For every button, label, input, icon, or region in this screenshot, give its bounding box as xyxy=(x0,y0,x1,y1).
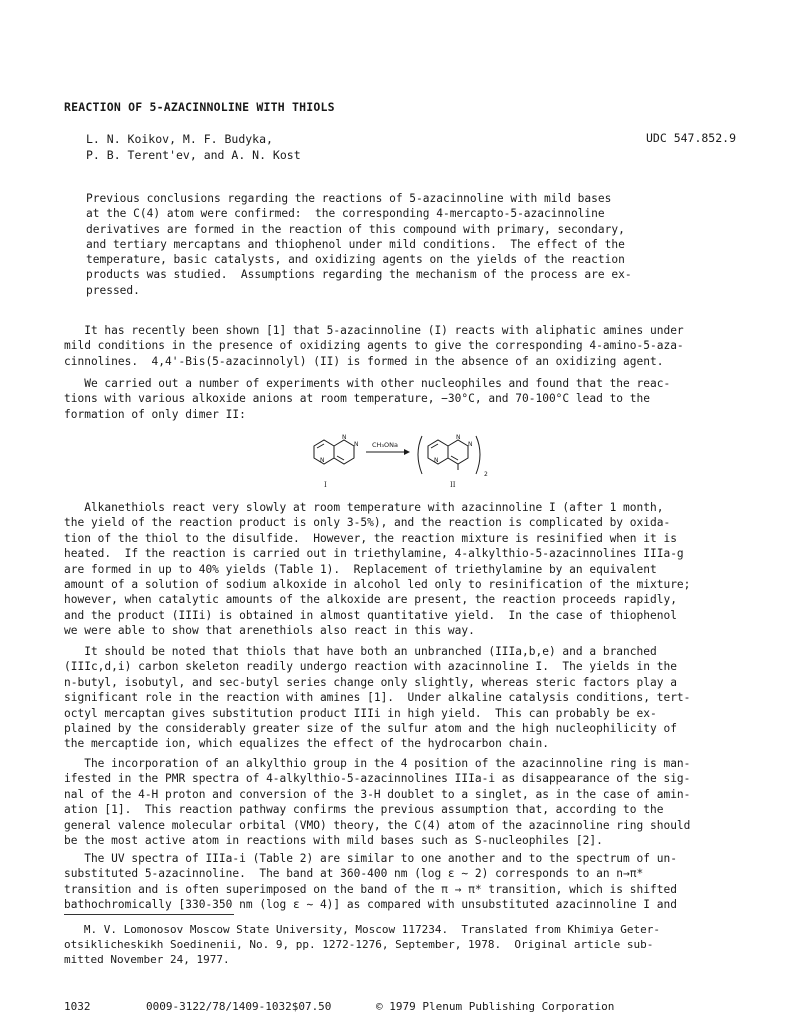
body-line: We carried out a number of experiments with other nucleophiles and found that the reac- xyxy=(64,377,671,390)
abstract-line: products was studied. Assumptions regarding the mechanism of the process are ex- xyxy=(86,268,632,282)
body-line: ation [1]. This reaction pathway confirms the previous assumption that, according to the xyxy=(64,803,664,817)
body-line: the yield of the reaction product is only 3-5%), and the reaction is complicated by oxida- xyxy=(64,516,671,530)
body-line: Alkanethiols react very slowly at room temperature with azacinnoline I (after 1 month, xyxy=(64,501,664,514)
body-line: transition and is often superimposed on the band of the π → π* transition, which is shifted xyxy=(64,882,677,896)
compound-label-i: I xyxy=(324,481,327,489)
copyright-notice: © 1979 Plenum Publishing Corporation xyxy=(376,1000,615,1013)
footnote-divider xyxy=(64,914,234,915)
footnote-line: M. V. Lomonosov Moscow State University, Moscow 117234. Translated from Khimiya Geter- xyxy=(64,923,661,936)
body-line: tions with various alkoxide anions at room temperature, −30°C, and 70-100°C lead to the xyxy=(64,392,650,406)
article-code: 0009-3122/78/1409-1032$07.50 xyxy=(146,1000,332,1013)
abstract-line: derivatives are formed in the reaction of this compound with primary, secondary, xyxy=(86,222,625,236)
body-line: cinnolines. 4,4'-Bis(5-azacinnolyl) (II) is formed in the absence of an oxidizing agent. xyxy=(64,354,664,368)
body-line: amount of a solution of sodium alkoxide in alcohol led only to resinification of the mixture; xyxy=(64,578,691,592)
right-paren xyxy=(476,436,480,474)
body-line: The incorporation of an alkylthio group in the 4 position of the azacinnoline ring is man- xyxy=(64,757,691,770)
atom-n: N xyxy=(320,457,325,464)
left-paren xyxy=(418,436,422,474)
author-line: P. B. Terent'ev, and A. N. Kost xyxy=(86,148,301,162)
atom-n: N xyxy=(342,434,347,441)
abstract xyxy=(86,191,726,298)
arrowhead-icon xyxy=(404,449,410,455)
body-line: nal of the 4-H proton and conversion of the 3-H doublet to a singlet, as in the case of amin- xyxy=(64,787,691,801)
abstract-line: temperature, basic catalysts, and oxidizing agents on the yields of the reaction xyxy=(86,253,625,267)
body-line: general valence molecular orbital (VMO) theory, the C(4) atom of the azacinnoline ring should xyxy=(64,818,691,832)
udc-code: UDC 547.852.9 xyxy=(646,131,737,145)
abstract-line: and tertiary mercaptans and thiophenol under mild conditions. The effect of the xyxy=(86,237,625,251)
body-line: The UV spectra of IIIa-i (Table 2) are similar to one another and to the spectrum of un- xyxy=(64,852,677,865)
body-line: n-butyl, isobutyl, and sec-butyl series change only slightly, whereas steric factors play a xyxy=(64,675,677,689)
abstract-line: Previous conclusions regarding the reactions of 5-azacinnoline with mild bases xyxy=(86,192,612,205)
footnote xyxy=(64,922,754,968)
body-line: heated. If the reaction is carried out in triethylamine, 4-alkylthio-5-azacinnolines IIIa-g xyxy=(64,547,684,561)
body-line: the mercaptide ion, which equalizes the effect of the hydrocarbon chain. xyxy=(64,737,549,751)
footnote-line: otsiklicheskikh Soedinenii, No. 9, pp. 1272-1276, September, 1978. Original article sub- xyxy=(64,938,654,952)
paragraph-branched-thiols xyxy=(64,644,754,752)
author-line: L. N. Koikov, M. F. Budyka, xyxy=(86,132,273,146)
dimer-subscript: 2 xyxy=(484,471,488,478)
reaction-scheme xyxy=(300,432,520,492)
body-line: bathochromically [330-350 nm (log ε ∼ 4)] as compared with unsubstituted azacinnoline I and xyxy=(64,898,677,912)
compound-label-ii: II xyxy=(450,481,456,489)
body-line: It has recently been shown [1] that 5-azacinnoline (I) reacts with aliphatic amines under xyxy=(64,324,684,337)
paragraph-alkanethiols xyxy=(64,500,754,639)
body-line: we were able to show that arenethiols also react in this way. xyxy=(64,624,475,638)
article-title: REACTION OF 5-AZACINNOLINE WITH THIOLS xyxy=(64,100,335,114)
body-line: tion of the thiol to the disulfide. However, the reaction mixture is resinified when it is xyxy=(64,531,677,545)
azacinnoline-structure-right xyxy=(428,440,468,470)
body-line: plained by the considerably greater size of the sulfur atom and the high nucleophilicity of xyxy=(64,722,677,736)
paragraph-alkoxide xyxy=(64,376,754,422)
body-line: substituted 5-azacinnoline. The band at 360-400 nm (log ε ∼ 2) corresponds to an n→π* xyxy=(64,867,644,881)
abstract-line: pressed. xyxy=(86,283,140,297)
body-line: significant role in the reaction with amines [1]. Under alkaline catalysis conditions, tert- xyxy=(64,691,691,705)
body-line: and the product (IIIi) is obtained in almost quantitative yield. In the case of thiophenol xyxy=(64,608,677,622)
body-line: It should be noted that thiols that have both an unbranched (IIIa,b,e) and a branched xyxy=(64,645,657,658)
body-line: octyl mercaptan gives substitution product IIIi in high yield. This can probably be ex- xyxy=(64,706,657,720)
body-line: are formed in up to 40% yields (Table 1). Replacement of triethylamine by an equivalent xyxy=(64,562,657,576)
paragraph-intro xyxy=(64,323,754,369)
atom-n: N xyxy=(434,457,439,464)
paragraph-uv-spectra xyxy=(64,851,754,913)
page-number: 1032 xyxy=(64,1000,91,1013)
paragraph-pmr-spectra xyxy=(64,756,754,848)
body-line: formation of only dimer II: xyxy=(64,407,246,421)
atom-n: N xyxy=(468,441,473,448)
atom-n: N xyxy=(456,434,461,441)
body-line: ifested in the PMR spectra of 4-alkylthio-5-azacinnolines IIIa-i as disappearance of the sig- xyxy=(64,772,691,786)
body-line: however, when catalytic amounts of the alkoxide are present, the reaction proceeds rapidly, xyxy=(64,593,677,607)
body-line: be the most active atom in reactions with mild bases such as S-nucleophiles [2]. xyxy=(64,834,603,848)
atom-n: N xyxy=(354,441,359,448)
body-line: mild conditions in the presence of oxidizing agents to give the corresponding 4-amino-5-aza- xyxy=(64,339,684,353)
body-line: (IIIc,d,i) carbon skeleton readily undergo reaction with azacinnoline I. The yields in the xyxy=(64,660,677,674)
reagent-label: CH₃ONa xyxy=(372,441,398,449)
footnote-line: mitted November 24, 1977. xyxy=(64,953,230,967)
abstract-line: at the C(4) atom were confirmed: the corresponding 4-mercapto-5-azacinnoline xyxy=(86,207,605,221)
